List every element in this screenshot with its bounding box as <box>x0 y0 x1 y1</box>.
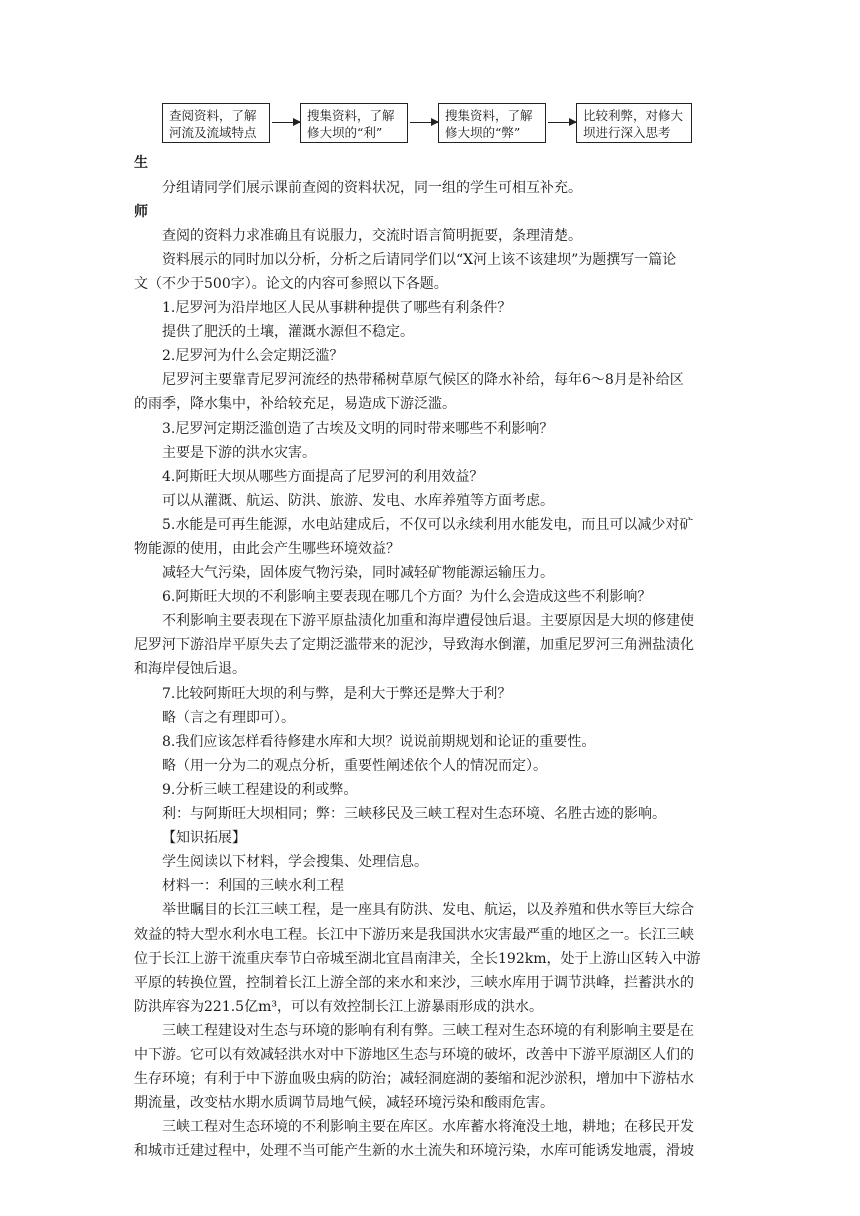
text-line: 分组请同学们展示课前查阅的资料状况，同一组的学生可相互补充。 <box>162 180 582 196</box>
answer: 利：与阿斯旺大坝相同；弊：三峡移民及三峡工程对生态环境、名胜古迹的影响。 <box>162 806 666 822</box>
question: 9.分析三峡工程建设的利或弊。 <box>162 782 358 798</box>
text-line: 生存环境；有利于中下游血吸虫病的防治；减轻洞庭湖的萎缩和泥沙淤积，增加中下游枯水 <box>134 1071 694 1087</box>
answer: 和海岸侵蚀后退。 <box>134 661 246 677</box>
answer: 可以从灌溉、航运、防洪、旅游、发电、水库养殖等方面考虑。 <box>162 493 554 509</box>
answer: 略（言之有理即可）。 <box>162 710 295 726</box>
text-line: 期流量，改变枯水期水质调节局地气候，减轻环境污染和酸雨危害。 <box>134 1095 554 1111</box>
question: 5.水能是可再生能源，水电站建成后，不仅可以永续利用水能发电，而且可以减少对矿 <box>162 517 694 533</box>
flow-step-text: 查阅资料，了解 <box>169 108 257 123</box>
text-line: 查阅的资料力求准确且有说服力，交流时语言简明扼要，条理清楚。 <box>162 228 582 244</box>
flow-step-3 <box>438 103 546 143</box>
answer: 不利影响主要表现在下游平原盐渍化加重和海岸遭侵蚀后退。主要原因是大坝的修建使 <box>162 613 694 629</box>
text-line: 效益的特大型水利水电工程。长江中下游历来是我国洪水灾害最严重的地区之一。长江三峡 <box>134 927 694 943</box>
text-line: 和城市迁建过程中，处理不当可能产生新的水土流失和环境污染，水库可能诱发地震，滑坡 <box>134 1143 694 1159</box>
flow-step-2 <box>300 103 408 143</box>
flow-step-text: 修大坝的“利” <box>307 125 383 140</box>
question: 2.尼罗河为什么会定期泛滥？ <box>162 348 344 364</box>
text-line: 资料展示的同时加以分析，分析之后请同学们以“X河上该不该建坝”为题撰写一篇论 <box>162 252 677 268</box>
answer: 略（用一分为二的观点分析，重要性阐述依个人的情况而定）。 <box>162 758 547 774</box>
answer: 尼罗河下游沿岸平原失去了定期泛滥带来的泥沙，导致海水倒灌，加重尼罗河三角洲盐渍化 <box>134 637 694 653</box>
question: 1.尼罗河为沿岸地区人民从事耕种提供了哪些有利条件？ <box>162 300 512 316</box>
text-line: 三峡工程对生态环境的不利影响主要在库区。水库蓄水将淹没土地，耕地；在移民开发 <box>162 1119 694 1135</box>
answer: 减轻大气污染，固体废气物污染，同时减轻矿物能源运输压力。 <box>162 565 554 581</box>
text-line: 举世瞩目的长江三峡工程，是一座具有防洪、发电、航运，以及养殖和供水等巨大综合 <box>162 902 694 918</box>
flow-step-text: 修大坝的“弊” <box>445 125 521 140</box>
flow-step-4 <box>576 103 692 143</box>
material-title: 材料一：利国的三峡水利工程 <box>162 878 344 894</box>
text-line: 防洪库容为221.5亿m³，可以有效控制长江上游暴雨形成的洪水。 <box>134 999 543 1015</box>
question: 4.阿斯旺大坝从哪些方面提高了尼罗河的利用效益？ <box>162 469 484 485</box>
question: 物能源的使用，由此会产生哪些环境效益？ <box>134 541 400 557</box>
text-line: 平原的转换位置，控制着长江上游全部的来水和来沙，三峡水库用于调节洪峰，拦蓄洪水的 <box>134 975 694 991</box>
flow-arrow <box>410 122 438 123</box>
speaker-label: 师 <box>134 204 148 220</box>
answer: 主要是下游的洪水灾害。 <box>162 445 316 461</box>
flow-step-text: 河流及流域特点 <box>169 125 257 140</box>
answer: 的雨季，降水集中，补给较充足，易造成下游泛滥。 <box>134 396 456 412</box>
flow-arrow <box>548 122 576 123</box>
flow-step-1 <box>162 103 270 143</box>
flow-step-text: 搜集资料，了解 <box>307 108 395 123</box>
answer: 提供了肥沃的土壤，灌溉水源但不稳定。 <box>162 324 414 340</box>
question: 7.比较阿斯旺大坝的利与弊，是利大于弊还是弊大于利？ <box>162 686 512 702</box>
text-line: 学生阅读以下材料，学会搜集、处理信息。 <box>162 854 428 870</box>
flow-arrow <box>272 122 300 123</box>
flowchart <box>162 103 692 147</box>
text-line: 位于长江上游干流重庆奉节白帝城至湖北宜昌南津关，全长192km，处于上游山区转入中游 <box>134 951 701 967</box>
section-heading: 【知识拓展】 <box>162 830 246 846</box>
text-line: 中下游。它可以有效减轻洪水对中下游地区生态与环境的破坏，改善中下游平原湖区人们的 <box>134 1047 694 1063</box>
speaker-label: 生 <box>134 155 148 171</box>
question: 6.阿斯旺大坝的不利影响主要表现在哪几个方面？为什么会造成这些不利影响？ <box>162 589 652 605</box>
answer: 尼罗河主要靠青尼罗河流经的热带稀树草原气候区的降水补给，每年6～8月是补给区 <box>162 372 684 388</box>
question: 3.尼罗河定期泛滥创造了古埃及文明的同时带来哪些不利影响？ <box>162 421 554 437</box>
flow-step-text: 搜集资料，了解 <box>445 108 533 123</box>
question: 8.我们应该怎样看待修建水库和大坝？说说前期规划和论证的重要性。 <box>162 734 596 750</box>
flow-step-text: 坝进行深入思考 <box>583 125 671 140</box>
flow-step-text: 比较利弊，对修大 <box>583 108 684 123</box>
text-line: 文（不少于500字）。论文的内容可参照以下各题。 <box>134 276 448 292</box>
text-line: 三峡工程建设对生态与环境的影响有利有弊。三峡工程对生态环境的有利影响主要是在 <box>162 1023 694 1039</box>
